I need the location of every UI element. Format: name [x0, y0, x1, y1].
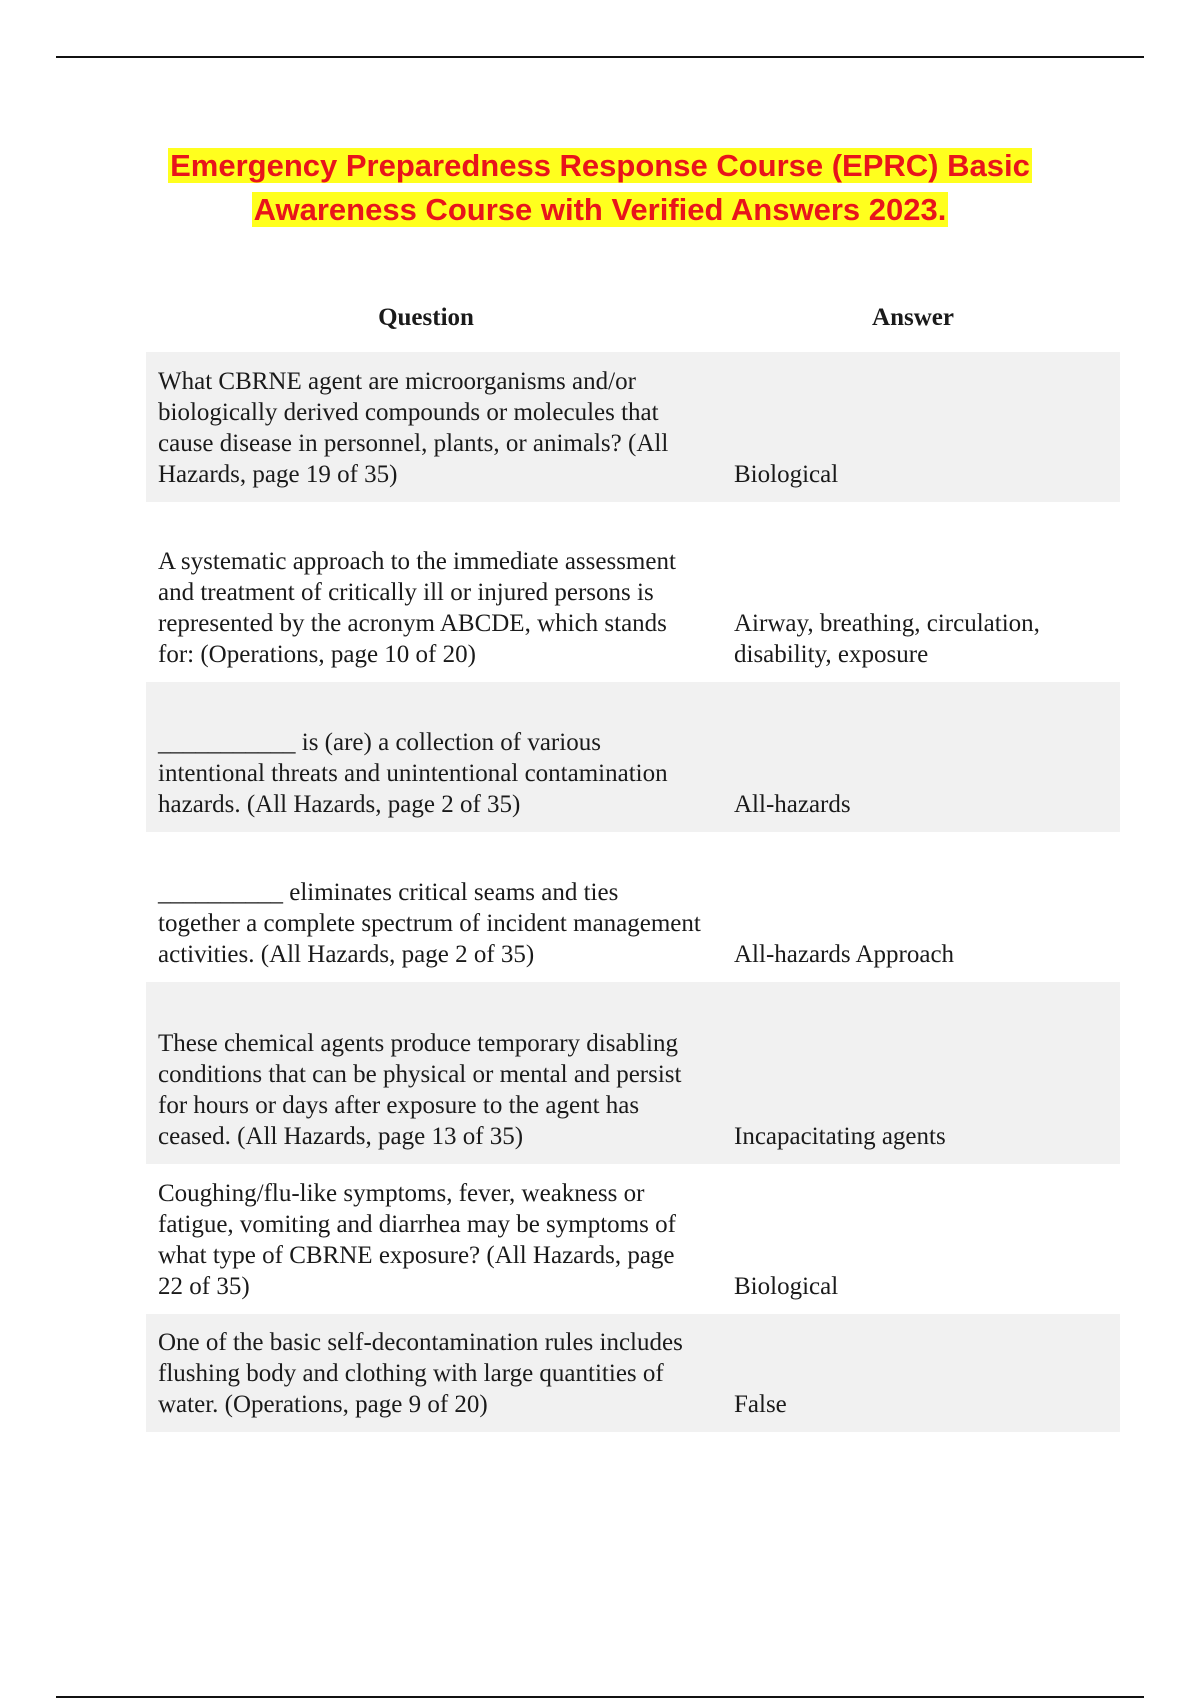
- table-row: [146, 502, 1120, 682]
- answer-cell: Biological: [734, 1273, 839, 1300]
- question-cell: A systematic approach to the immediate assessment and treatment of critically ill or injured persons is represented by the acronym ABCDE, which stands for: (Operations, page 10 of 20): [158, 548, 676, 668]
- table-row: [146, 832, 1120, 982]
- question-cell: One of the basic self-decontamination rules includes flushing body and clothing with large quantities of water. (Operations, page 9 of 20): [158, 1329, 683, 1418]
- question-cell: ___________ is (are) a collection of various intentional threats and unintentional contamination hazards. (All Hazards, page 2 of 35): [158, 729, 668, 818]
- table-header: [146, 298, 1120, 352]
- top-rule: [56, 56, 1144, 58]
- question-cell: These chemical agents produce temporary disabling conditions that can be physical or mental and persist for hours or days after exposure to the agent has ceased. (All Hazards, page 13 of 35): [158, 1030, 682, 1150]
- question-cell: What CBRNE agent are microorganisms and/or biologically derived compounds or molecules that cause disease in personnel, plants, or animals? (All Hazards, page 19 of 35): [158, 368, 669, 488]
- answer-cell: All-hazards Approach: [734, 941, 955, 968]
- answer-cell: False: [734, 1391, 787, 1418]
- document-title: [100, 144, 1100, 232]
- answer-cell: Airway, breathing, circulation, disability, exposure: [734, 610, 1040, 668]
- title-line-2: Awareness Course with Verified Answers 2023.: [253, 192, 947, 227]
- header-answer: Answer: [872, 304, 954, 331]
- question-cell: __________ eliminates critical seams and ties together a complete spectrum of incident management activities. (All Hazards, page 2 of 35): [158, 879, 701, 968]
- answer-cell: Incapacitating agents: [734, 1123, 946, 1150]
- header-question: Question: [378, 304, 474, 331]
- bottom-rule: [56, 1696, 1144, 1698]
- answer-cell: Biological: [734, 461, 839, 488]
- table-row: [146, 352, 1120, 502]
- answer-cell: All-hazards: [734, 791, 851, 818]
- qa-table: [146, 298, 1120, 1432]
- question-cell: Coughing/flu-like symptoms, fever, weakness or fatigue, vomiting and diarrhea may be symptoms of what type of CBRNE exposure? (All Hazards, page 22 of 35): [158, 1180, 676, 1300]
- table-row: [146, 1314, 1120, 1432]
- table-row: [146, 1164, 1120, 1314]
- table-row: [146, 982, 1120, 1164]
- title-line-1: Emergency Preparedness Response Course (EPRC) Basic: [170, 148, 1030, 183]
- table-row: [146, 682, 1120, 832]
